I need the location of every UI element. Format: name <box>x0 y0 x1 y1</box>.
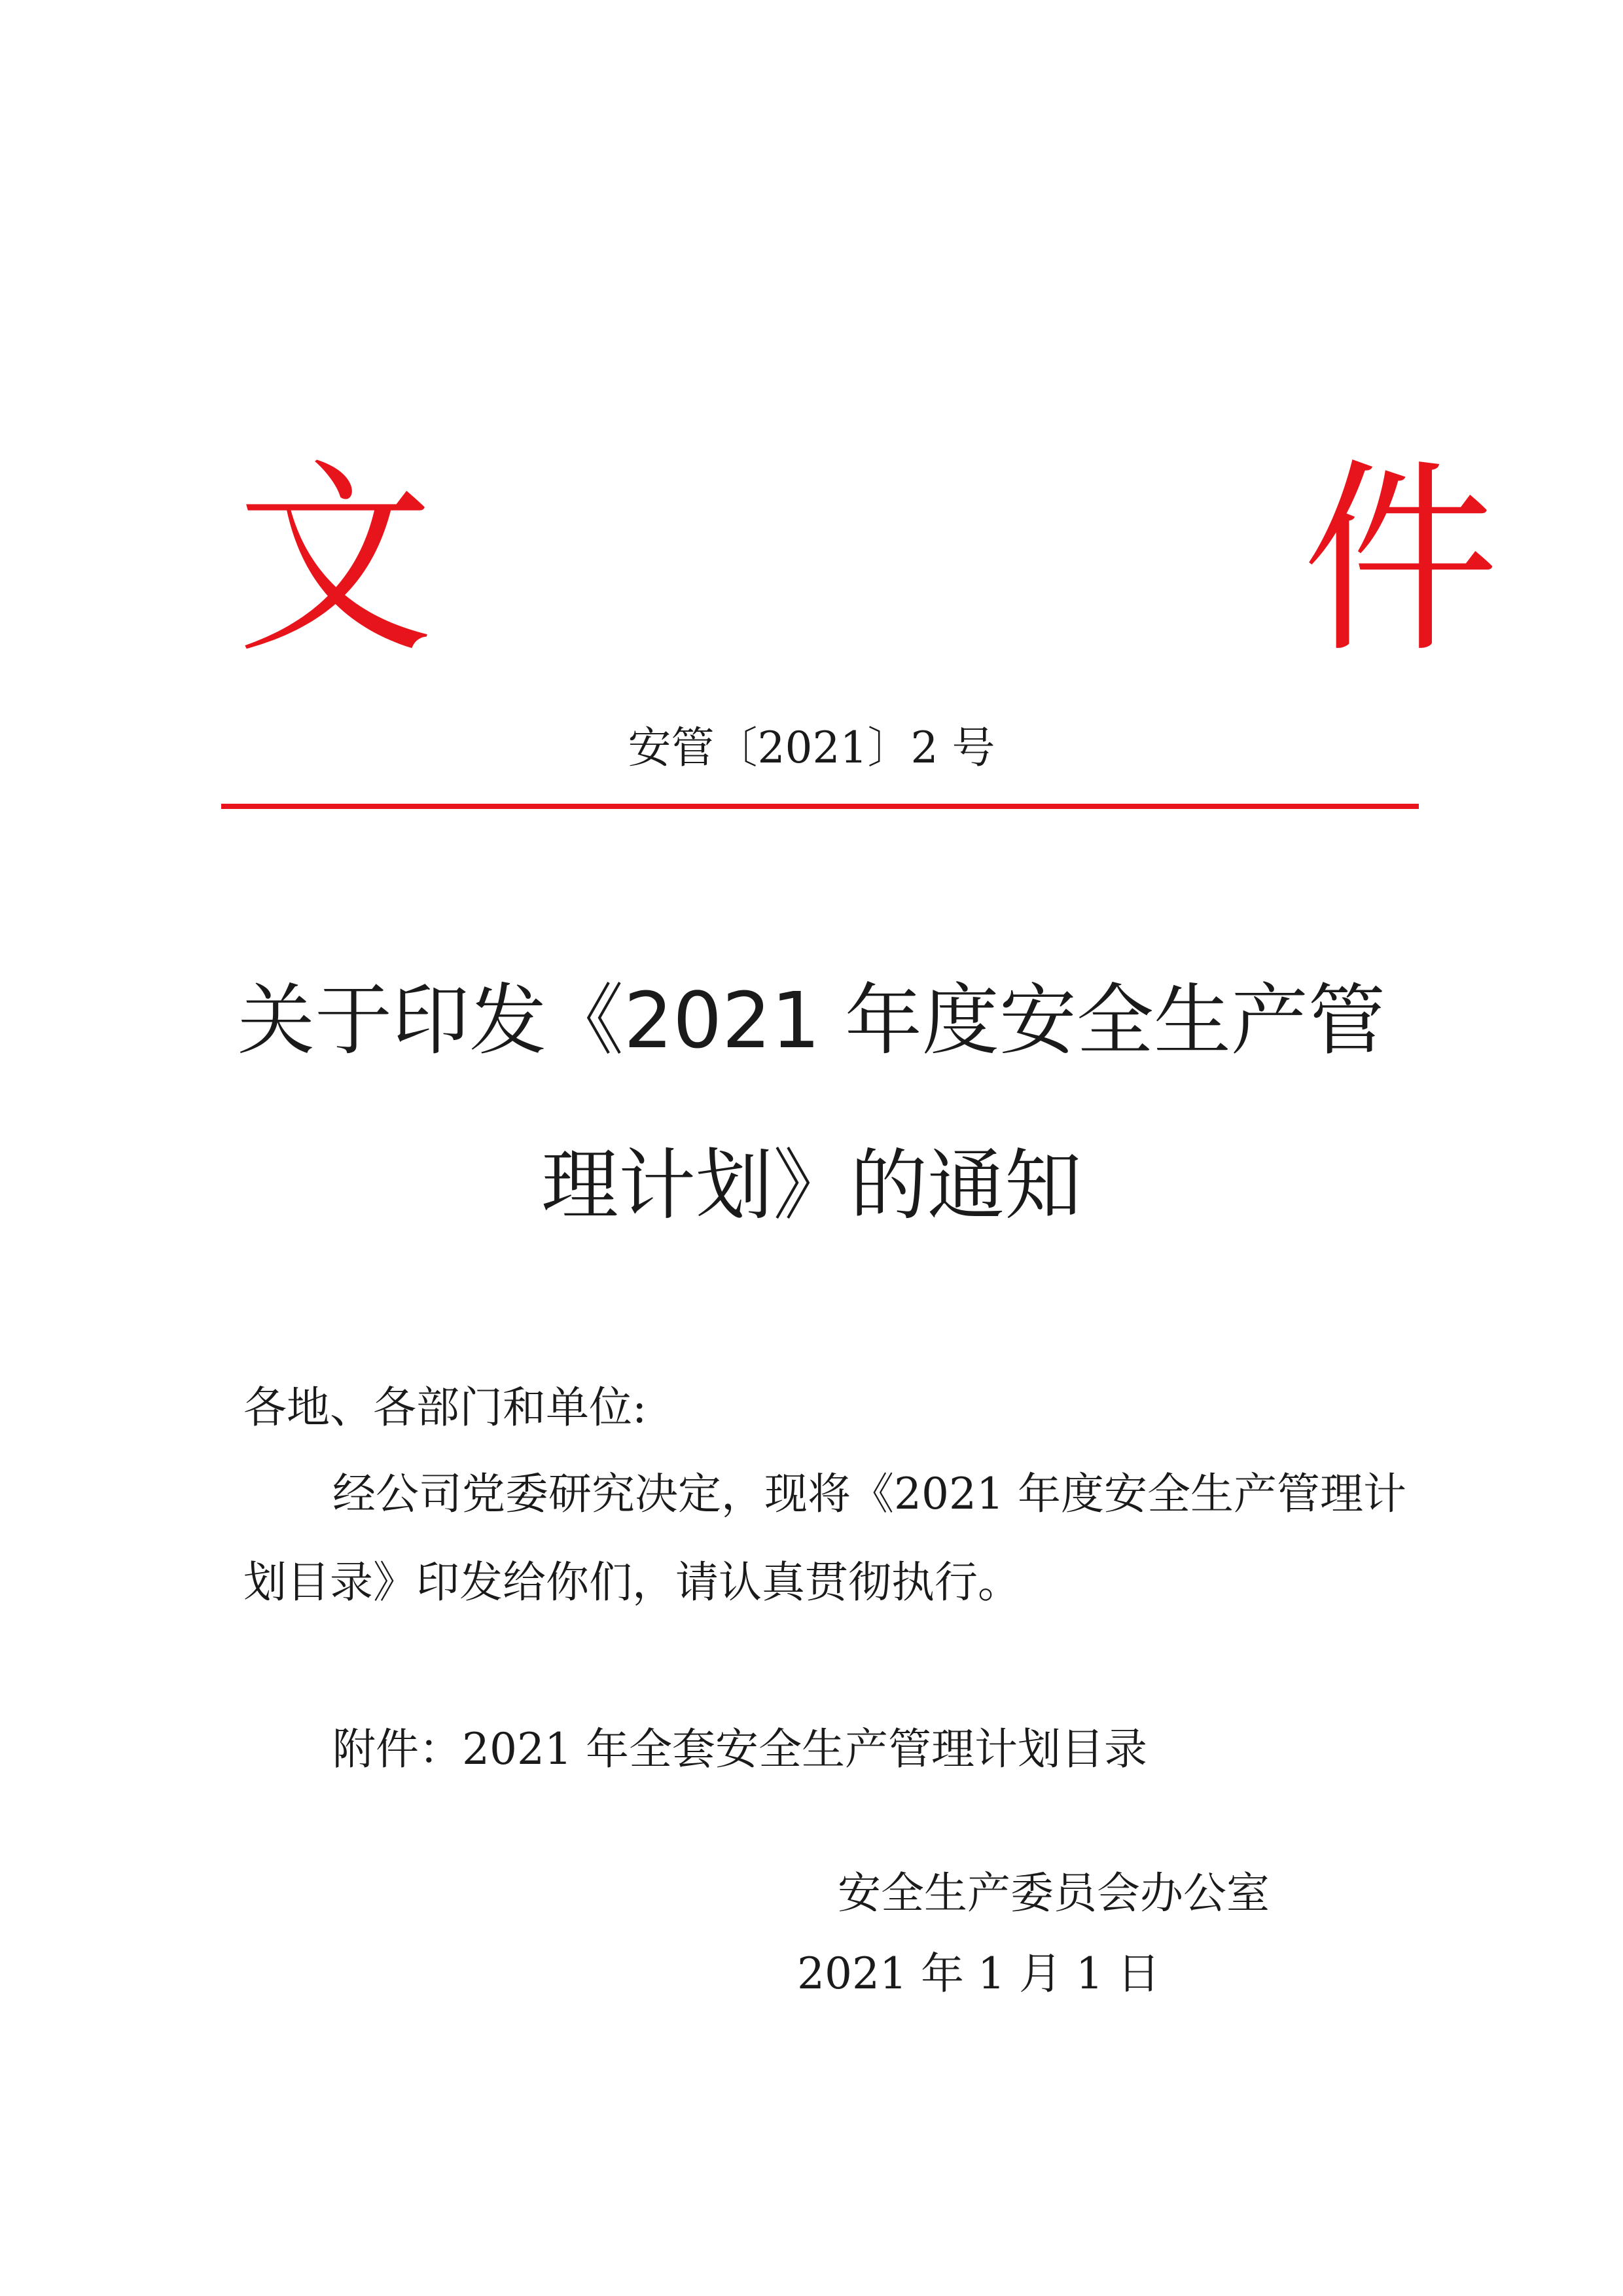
issue-date: 2021 年 1 月 1 日 <box>797 1948 1160 1999</box>
header-char-left: 文 <box>237 440 433 681</box>
document-title-line-1: 关于印发《2021 年度安全生产管 <box>238 975 1385 1066</box>
header-char-right: 件 <box>1302 440 1499 681</box>
body-paragraph-line-2: 划目录》印发给你们，请认真贯彻执行。 <box>243 1557 1021 1607</box>
document-title-line-2: 理计划》的通知 <box>541 1140 1082 1230</box>
red-divider-line <box>221 804 1419 809</box>
body-paragraph-line-1: 经公司党委研究决定，现将《2021 年度安全生产管理计 <box>332 1469 1406 1519</box>
salutation: 各地、各部门和单位: <box>243 1382 647 1433</box>
document-number: 安管〔2021〕2 号 <box>628 723 995 773</box>
attachment-note: 附件：2021 年全套安全生产管理计划目录 <box>332 1724 1147 1774</box>
issuer-name: 安全生产委员会办公室 <box>838 1868 1270 1918</box>
